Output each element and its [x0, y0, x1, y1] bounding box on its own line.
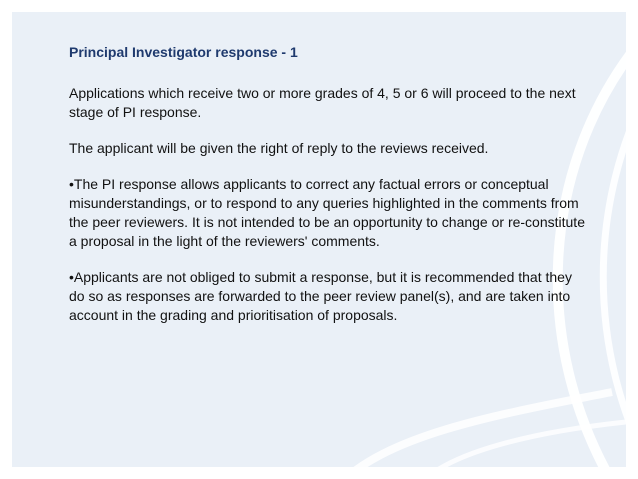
paragraph-pi-response-purpose: •The PI response allows applicants to correct any factual errors or conceptual misunderstandings, or to respond to any queries highlighted in the comments from the peer reviewers. It is not intended to be an opportunity to change or re-constitute a proposal in the light of the reviewers' comments.	[69, 176, 585, 249]
paragraph-proceed: Applications which receive two or more grades of 4, 5 or 6 will proceed to the next stage of PI response.	[69, 85, 576, 120]
paragraph-right-of-reply: The applicant will be given the right of reply to the reviews received.	[69, 140, 489, 156]
slide-title: Principal Investigator response - 1	[69, 44, 298, 60]
slide	[12, 12, 626, 467]
slide-content	[69, 43, 589, 342]
paragraph-not-obliged: •Applicants are not obliged to submit a response, but it is recommended that they do so as responses are forwarded to the peer review panel(s), and are taken into account in the grading and prioritisation of proposals.	[69, 269, 572, 323]
